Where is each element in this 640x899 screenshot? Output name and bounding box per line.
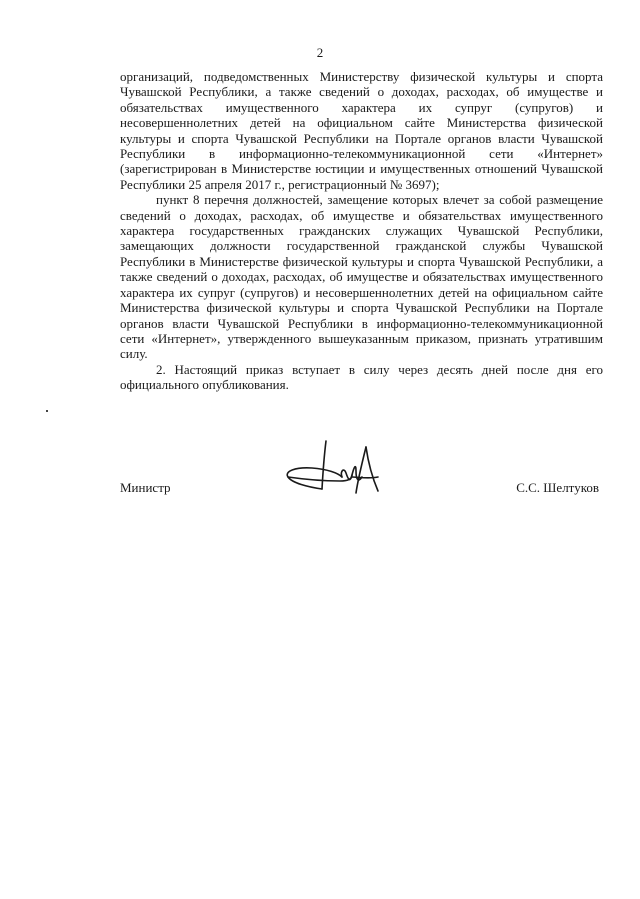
handwritten-signature [282,437,392,503]
signature-block [120,474,603,514]
document-body [120,69,603,393]
paragraph-item-8: пункт 8 перечня должностей, замещение которых влечет за собой размещение сведений о доходах, расходах, об имуществе и обязательствах имущественного характера государственных гражданских служащих Чувашской Республики, замещающих должности государственной гражданской службы Чувашской Республики в Министерстве физической культуры и спорта Чувашской Республики, а также сведений о доходах, расходах, об имуществе и обязательствах имущественного характера их супруг (супругов) и несовершеннолетних детей на официальном сайте Министерства физической культуры и спорта Чувашской Республики на Портале органов власти Чувашской Республики в информационно-телекоммуникационной сети «Интернет», утвержденного вышеуказанным приказом, признать утратившим силу. [120,192,603,362]
page-number: 2 [316,45,324,60]
signatory-name: С.С. Шелтуков [516,480,599,495]
scan-speck [46,410,48,412]
paragraph-continuation: организаций, подведомственных Министерству физической культуры и спорта Чувашской Республики, а также сведений о доходах, расходах, об имуществе и обязательствах имущественного характера их супруг (супругов) и несовершеннолетних детей на официальном сайте Министерства физической культуры и спорта Чувашской Республики на Портале органов власти Чувашской Республики в информационно-телекоммуникационной сети «Интернет» (зарегистрирован в Министерстве юстиции и имущественных отношений Чувашской Республики 25 апреля 2017 г., регистрационный № 3697); [120,69,603,192]
signatory-title: Министр [120,480,171,495]
paragraph-effective-date: 2. Настоящий приказ вступает в силу через десять дней после дня его официального опубликования. [120,361,603,393]
